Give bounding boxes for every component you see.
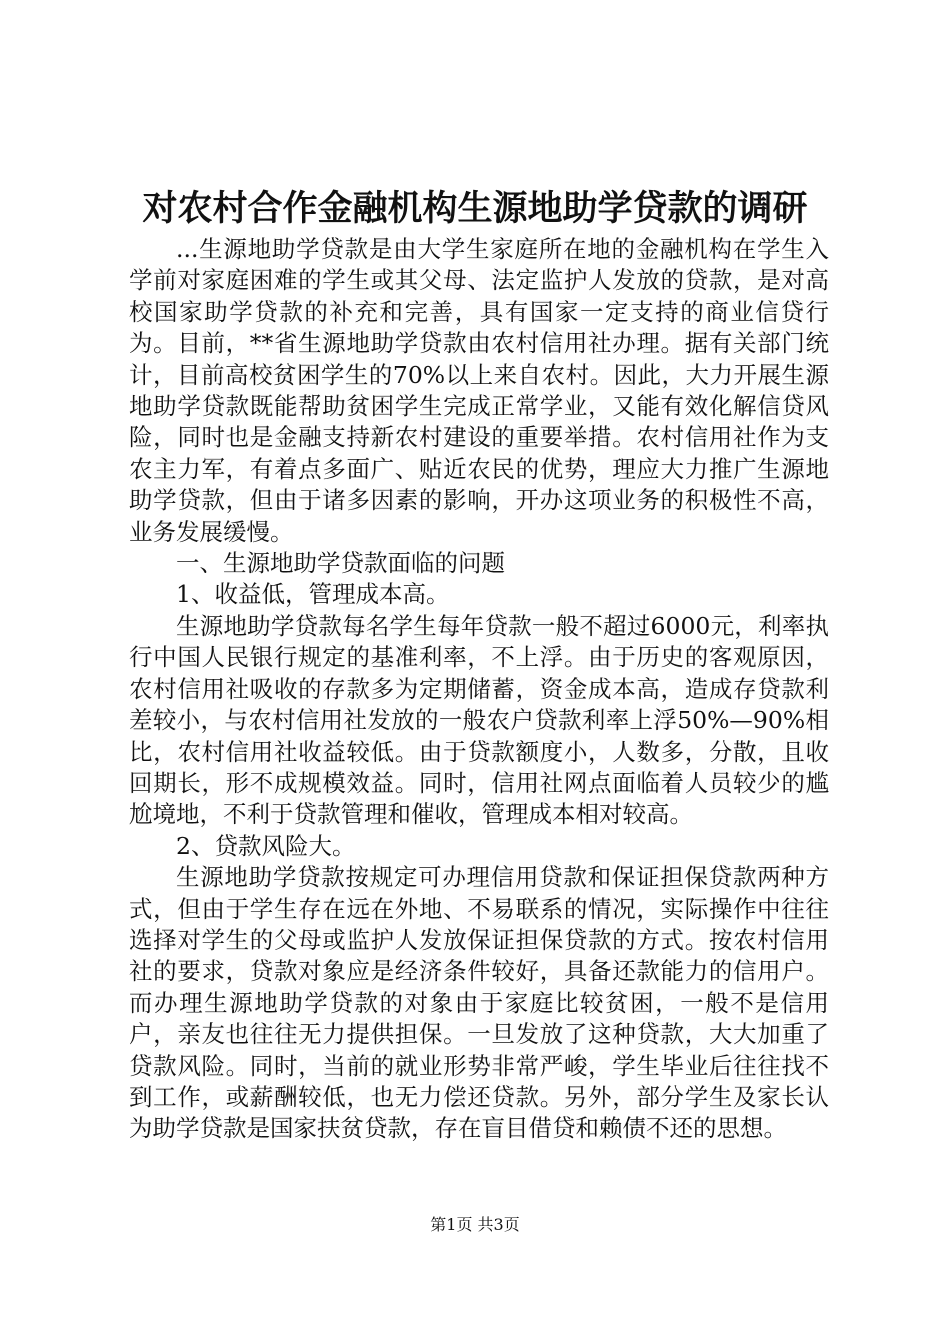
- page-footer: 第1页 共3页: [430, 1215, 520, 1234]
- paragraph-intro: ...生源地助学贷款是由大学生家庭所在地的金融机构在学生入学前对家庭困难的学生或其父母、法定监护人发放的贷款，是对高校国家助学贷款的补充和完善，具有国家一定支持的商业信贷行为。目前，**省生源地助学贷款由农村信用社办理。据有关部门统计，目前高校贫困学生的70%以上来自农村。因此，大力开展生源地助学贷款既能帮助贫困学生完成正常学业，又能有效化解信贷风险，同时也是金融支持新农村建设的重要举措。农村信用社作为支农主力军，有着点多面广、贴近农民的优势，理应大力推广生源地助学贷款，但由于诸多因素的影响，开办这项业务的积极性不高，业务发展缓慢。: [129, 235, 829, 546]
- document-body: [129, 234, 829, 1145]
- paragraph-low-return: 生源地助学贷款每名学生每年贷款一般不超过6000元，利率执行中国人民银行规定的基准利率，不上浮。由于历史的客观原因，农村信用社吸收的存款多为定期储蓄，资金成本高，造成存贷款利差较小，与农村信用社发放的一般农户贷款利率上浮50%—90%相比，农村信用社收益较低。由于贷款额度小，人数多，分散，且收回期长，形不成规模效益。同时，信用社网点面临着人员较少的尴尬境地，不利于贷款管理和催收，管理成本相对较高。: [129, 611, 829, 829]
- document-title: 对农村合作金融机构生源地助学贷款的调研: [142, 188, 808, 229]
- subheading-high-risk: 2、贷款风险大。: [176, 831, 356, 860]
- section-heading-problems: 一、生源地助学贷款面临的问题: [176, 549, 505, 578]
- paragraph-high-risk: 生源地助学贷款按规定可办理信用贷款和保证担保贷款两种方式，但由于学生存在远在外地、不易联系的情况，实际操作中往往选择对学生的父母或监护人发放保证担保贷款的方式。按农村信用社的要求，贷款对象应是经济条件较好，具备还款能力的信用户。而办理生源地助学贷款的对象由于家庭比较贫困，一般不是信用户，亲友也往往无力提供担保。一旦发放了这种贷款，大大加重了贷款风险。同时，当前的就业形势非常严峻，学生毕业后往往找不到工作，或薪酬较低，也无力偿还贷款。另外，部分学生及家长认为助学贷款是国家扶贫贷款，存在盲目借贷和赖债不还的思想。: [129, 863, 829, 1143]
- subheading-low-return: 1、收益低，管理成本高。: [176, 580, 450, 609]
